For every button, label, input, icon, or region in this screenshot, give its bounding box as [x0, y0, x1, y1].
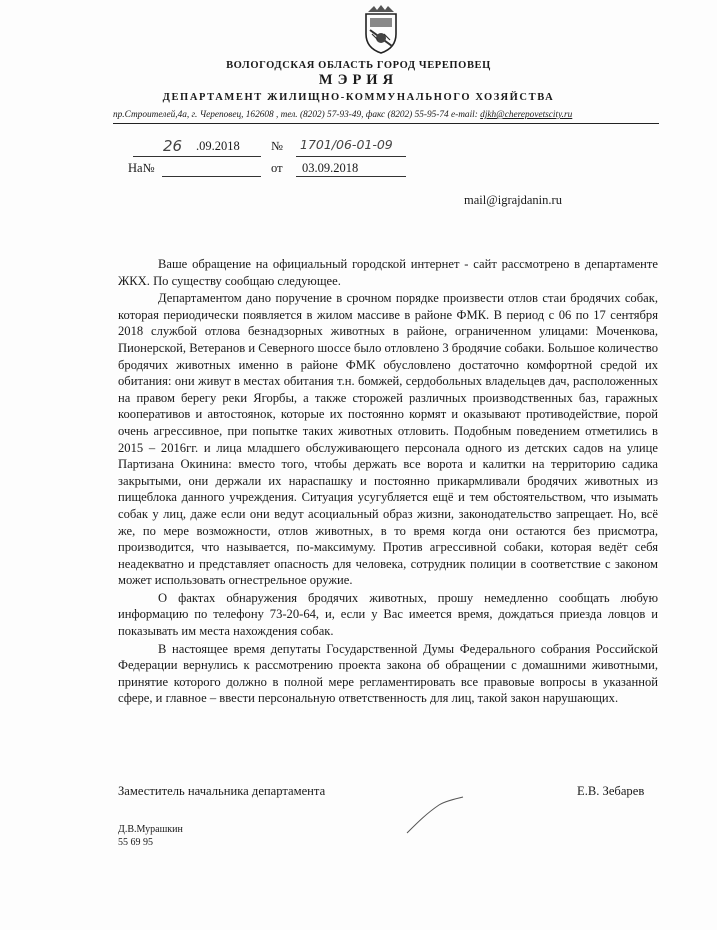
address-line [113, 110, 572, 120]
org-title: МЭРИЯ [318, 72, 399, 88]
executor-block [118, 824, 183, 849]
outgoing-date-rest: .09.2018 [196, 139, 240, 153]
paragraph: Департаментом дано поручение в срочном порядке произвести отлов стаи бродячих собак, которая периодически появляется в жилом массиве в районе ФМК. В период с 06 по 17 сентября 2018 службой отлова безнадзорных животных в районе, ограниченном улицами: Моченкова, Пионерской, Ветеранов и Северного шоссе было отловлено 3 бродячие собаки. Большое количество бродячих животных именно в районе ФМК обусловлено достаточно комфортной средой их обитания: они живут в местах обитания т.н. бомжей, сердобольных владельцев дач, расположенных на правом берегу реки Ягорбы, а также сторожей различных производственных баз, гаражных кооперативов и автостоянок, которые их постоянно кормят и оказывают противодействие, порой очень агрессивное, при попытке таких животных отловить. Подобным поведением отметились в 2015 – 2016гг. и лица младшего обслуживающего персонала одного из детских садов на улице Партизана Окинина: вместо того, чтобы держать все ворота и калитки на территорию садика закрытыми, они держали их нараспашку и постоянно прикармливали бродячих животных из пищеблока данного учреждения. Ситуация усугубляется ещё и тем обстоятельством, что изымать собак у лиц, даже если они ведут асоциальный образ жизни, законодательство запрещает. Но, всё же, по мере возможности, отлов животных, в то время когда они остаются без присмотра, производится, что называется, по-максимуму. Против агрессивной собаки, которая ведёт себя неадекватно и представляет опасность для человека, сотрудник полиции в соответствие с законом может использовать огнестрельное оружие. [118, 291, 658, 588]
paragraph: О фактах обнаружения бродячих животных, прошу немедленно сообщать любую информацию по телефону 73-20-64, и, если у Вас имеется время, дождаться приезда ловцов и показывать им места нахождения собак. [118, 590, 658, 639]
department-title: ДЕПАРТАМЕНТ ЖИЛИЩНО-КОММУНАЛЬНОГО ХОЗЯЙСТВА [162, 92, 555, 103]
handwritten-signature [405, 795, 465, 835]
header-divider [113, 123, 659, 124]
incoming-number-label: На№ [128, 161, 155, 175]
recipient-email: mail@igrajdanin.ru [464, 193, 562, 207]
outgoing-number: 1701/06-01-09 [300, 137, 393, 152]
executor-phone: 55 69 95 [118, 836, 153, 848]
outgoing-date-underline [133, 156, 261, 157]
incoming-number-underline [162, 176, 261, 177]
outgoing-number-underline [296, 156, 406, 157]
incoming-date-label: от [271, 161, 283, 175]
paragraph: Ваше обращение на официальный городской интернет - сайт рассмотрено в департаменте ЖКХ. По существу сообщаю следующее. [118, 257, 658, 288]
region-title: ВОЛОГОДСКАЯ ОБЛАСТЬ ГОРОД ЧЕРЕПОВЕЦ [226, 60, 491, 71]
department-email: djkh@cherepovetscity.ru [480, 110, 573, 120]
signatory-position: Заместитель начальника департамента [118, 784, 326, 798]
letter-body [118, 256, 658, 707]
signatory-name: Е.В. Зебарев [577, 784, 645, 798]
incoming-date-underline [296, 176, 406, 177]
incoming-date: 03.09.2018 [302, 161, 359, 175]
executor-name: Д.В.Мурашкин [118, 824, 183, 835]
outgoing-number-label: № [271, 139, 283, 153]
paragraph: В настоящее время депутаты Государственной Думы Федерального собрания Российской Федерации вернулись к рассмотрению проекта закона об обращении с домашними животными, принятие которого должно в полной мере регламентировать все правовые вопросы в указанной сфере, и главное – ввести персональную ответственность для лиц, такой закон нарушающих. [118, 641, 658, 706]
city-coat-of-arms-icon [362, 4, 400, 54]
outgoing-date-day: 26 [163, 137, 183, 155]
address-text: пр.Строителей,4а, г. Череповец, 162608 , тел. (8202) 57-93-49, факс (8202) 55-95-74 e-mail: [113, 110, 481, 120]
